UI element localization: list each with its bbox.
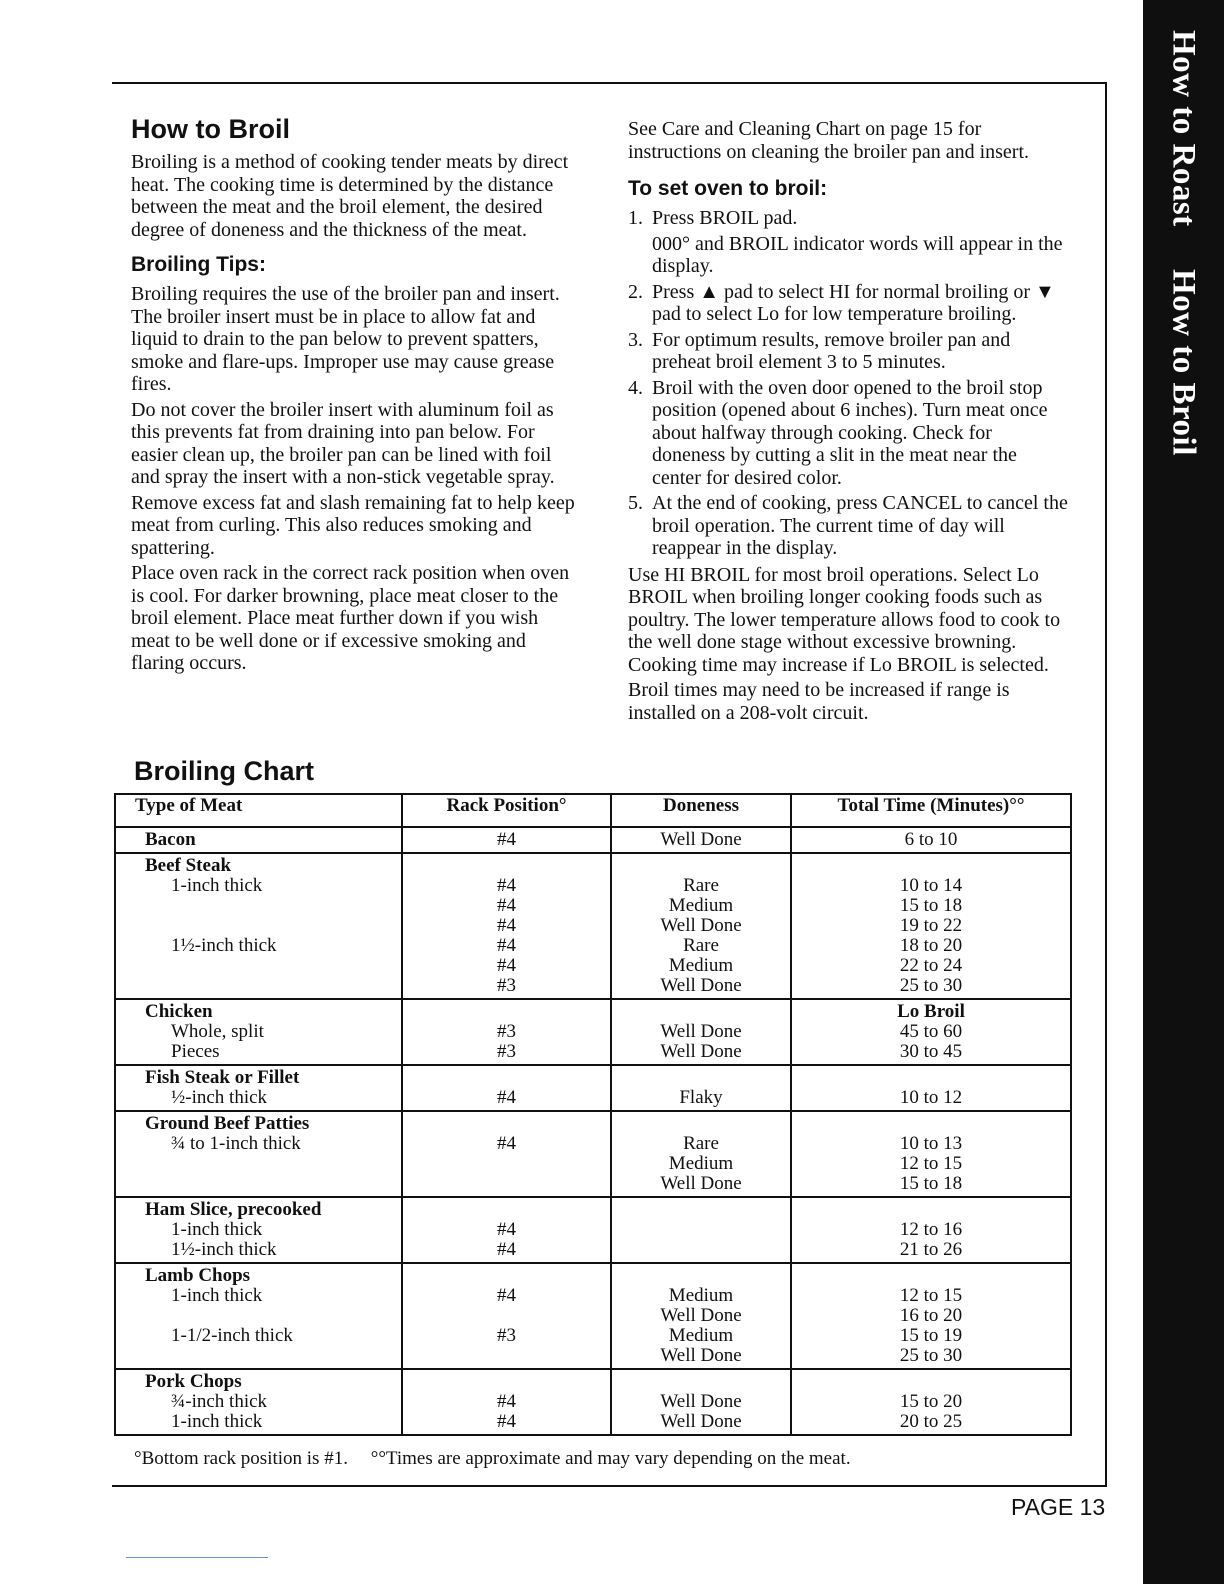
- meat-thickness: [145, 976, 401, 996]
- footnote-rack: °Bottom rack position is #1.: [134, 1448, 348, 1469]
- blank-line: [403, 1200, 610, 1220]
- header-type-of-meat: Type of Meat: [115, 794, 402, 827]
- cell-total-time: [791, 1197, 1071, 1263]
- meat-thickness: 1-inch thick: [171, 1411, 263, 1432]
- doneness-value: [612, 1240, 790, 1260]
- blank-line: [792, 1266, 1070, 1286]
- time-value: 22 to 24: [899, 955, 963, 976]
- voltage-note: Broil times may need to be increased if range is installed on a 208-volt circuit.: [628, 679, 1010, 724]
- cell-rack-position: [402, 1263, 611, 1369]
- doneness-value: Medium: [668, 1285, 734, 1306]
- time-value: 15 to 19: [899, 1325, 963, 1346]
- hi-lo-note: Use HI BROIL for most broil operations. Select Lo BROIL when broiling longer cooking foods such as poultry. The lower temperature allows food to cook to the well done stage without excessive browning. Cooking time may increase if Lo BROIL is selected.: [628, 563, 1061, 676]
- rack-value: #4: [497, 935, 516, 956]
- intro-paragraph: Broiling is a method of cooking tender meats by direct heat. The cooking time is determined by the distance between the meat and the broil element, the desired degree of doneness and the thickness of the meat.: [131, 151, 569, 241]
- footnotes: [134, 1448, 869, 1470]
- time-value: 15 to 18: [899, 1173, 963, 1194]
- cell-type-of-meat: [115, 1369, 402, 1435]
- doneness-value: Flaky: [679, 1087, 723, 1108]
- cell-rack-position: [402, 1111, 611, 1197]
- header-rack-position: Rack Position°: [402, 794, 611, 827]
- rack-value: #4: [497, 1087, 516, 1108]
- steps-list: [628, 207, 1070, 560]
- rack-value: #4: [497, 1391, 516, 1412]
- meat-thickness: ¾ to 1-inch thick: [171, 1133, 301, 1154]
- meat-thickness: 1-inch thick: [171, 1219, 263, 1240]
- cell-type-of-meat: [115, 1065, 402, 1111]
- care-note: See Care and Cleaning Chart on page 15 for instructions on cleaning the broiler pan and insert.: [628, 118, 1030, 163]
- meat-thickness: [145, 916, 401, 936]
- step-item: 5. At the end of cooking, press CANCEL to cancel the broil operation. The current time of day will reappear in the display.: [628, 492, 1068, 559]
- cell-doneness: [611, 853, 791, 999]
- meat-thickness: ½-inch thick: [171, 1087, 268, 1108]
- meat-thickness: [145, 956, 401, 976]
- meat-thickness: 1-1/2-inch thick: [171, 1325, 293, 1346]
- rack-value: #4: [497, 915, 516, 936]
- tip-paragraph: Do not cover the broiler insert with aluminum foil as this prevents fat from draining into pan below. For easier clean up, the broiler pan can be lined with foil and spray the insert with a non-stick vegetable spray.: [131, 398, 555, 488]
- cell-rack-position: [402, 1197, 611, 1263]
- doneness-value: Well Done: [660, 975, 742, 996]
- blank-line: [403, 1266, 610, 1286]
- meat-thickness: Pieces: [171, 1041, 220, 1062]
- cell-type-of-meat: [115, 1197, 402, 1263]
- side-tab-text: [1165, 30, 1202, 456]
- rack-value: #4: [497, 1239, 516, 1260]
- time-value: 21 to 26: [899, 1239, 963, 1260]
- step-item: 3. For optimum results, remove broiler pan and preheat broil element 3 to 5 minutes.: [628, 328, 1011, 373]
- doneness-value: Medium: [668, 955, 734, 976]
- meat-thickness: [145, 1346, 401, 1366]
- meat-thickness: [145, 896, 401, 916]
- rack-value: #4: [497, 1219, 516, 1240]
- side-tab-how-to-broil: How to Broil: [1165, 268, 1202, 456]
- table-row: [115, 1065, 1071, 1111]
- cell-total-time: [791, 999, 1071, 1065]
- doneness-value: Well Done: [660, 1173, 742, 1194]
- right-column: [628, 118, 1070, 727]
- cell-doneness: [611, 1369, 791, 1435]
- meat-name: Lamb Chops: [145, 1265, 251, 1286]
- meat-thickness: 1-inch thick: [171, 875, 263, 896]
- doneness-value: Well Done: [660, 1041, 742, 1062]
- doneness-value: Well Done: [660, 1391, 742, 1412]
- rack-value: [403, 1174, 610, 1194]
- blank-line: [612, 1372, 790, 1392]
- rack-value: [403, 1306, 610, 1326]
- time-value: 19 to 22: [899, 915, 963, 936]
- doneness-value: Rare: [683, 875, 719, 896]
- table-body: [115, 827, 1071, 1435]
- table-row: [115, 853, 1071, 999]
- cell-doneness: [611, 1065, 791, 1111]
- time-value: 45 to 60: [899, 1021, 963, 1042]
- blank-line: [792, 1372, 1070, 1392]
- tip-paragraph: Remove excess fat and slash remaining fat to help keep meat from curling. This also reduces smoking and spattering.: [131, 491, 575, 559]
- meat-name: Chicken: [145, 1001, 213, 1022]
- meat-name: Fish Steak or Fillet: [145, 1067, 300, 1088]
- table-header-row: [115, 794, 1071, 827]
- blank-line: [612, 1200, 790, 1220]
- blank-line: [792, 1068, 1070, 1088]
- blank-line: [612, 856, 790, 876]
- lo-broil-label: Lo Broil: [897, 1001, 965, 1022]
- rack-value: #4: [497, 1285, 516, 1306]
- blank-line: [792, 1114, 1070, 1134]
- cell-doneness: [611, 1111, 791, 1197]
- table-row: [115, 1263, 1071, 1369]
- cell-type-of-meat: [115, 1263, 402, 1369]
- rack-value: [403, 1154, 610, 1174]
- meat-thickness: [145, 1174, 401, 1194]
- doneness-value: Medium: [668, 1325, 734, 1346]
- table-row: [115, 1197, 1071, 1263]
- step-item: 1. Press BROIL pad. 000° and BROIL indicator words will appear in the display.: [628, 207, 1063, 277]
- doneness-value: Rare: [683, 1133, 719, 1154]
- meat-thickness: 1½-inch thick: [171, 935, 277, 956]
- side-tab-how-to-roast: How to Roast: [1165, 30, 1202, 227]
- time-value: 18 to 20: [899, 935, 963, 956]
- time-value: 16 to 20: [899, 1305, 963, 1326]
- table-row: [115, 1369, 1071, 1435]
- cell-total-time: [791, 1263, 1071, 1369]
- bottom-rule: [112, 1485, 1106, 1487]
- doneness-value: Well Done: [660, 1305, 742, 1326]
- blank-line: [403, 1114, 610, 1134]
- blank-line: [403, 1372, 610, 1392]
- table-row: [115, 827, 1071, 853]
- table-row: [115, 1111, 1071, 1197]
- meat-thickness: [145, 1306, 401, 1326]
- top-rule: [112, 82, 1106, 84]
- tips-title: Broiling Tips:: [131, 253, 266, 276]
- cell-rack-position: [402, 999, 611, 1065]
- meat-name: Beef Steak: [145, 855, 232, 876]
- rack-value: [403, 1346, 610, 1366]
- cell-total-time: [791, 1065, 1071, 1111]
- blank-line: [403, 856, 610, 876]
- table-row: [115, 999, 1071, 1065]
- doneness-value: Well Done: [660, 915, 742, 936]
- meat-thickness: [145, 1154, 401, 1174]
- cell-rack-position: [402, 1369, 611, 1435]
- time-value: 30 to 45: [899, 1041, 963, 1062]
- time-value: 12 to 16: [899, 1219, 963, 1240]
- doneness-value: Rare: [683, 935, 719, 956]
- cell-total-time: [791, 827, 1071, 853]
- cell-total-time: [791, 1369, 1071, 1435]
- meat-thickness: 1½-inch thick: [171, 1239, 277, 1260]
- blank-line: [612, 1114, 790, 1134]
- time-value: 12 to 15: [899, 1153, 963, 1174]
- meat-name: Pork Chops: [145, 1371, 242, 1392]
- doneness-value: Well Done: [660, 829, 742, 850]
- meat-name: Ham Slice, precooked: [145, 1199, 322, 1220]
- rack-value: #4: [497, 1411, 516, 1432]
- time-value: 25 to 30: [899, 1345, 963, 1366]
- cell-type-of-meat: [115, 1111, 402, 1197]
- rack-value: #3: [497, 975, 516, 996]
- rack-value: #3: [497, 1021, 516, 1042]
- doneness-value: [612, 1220, 790, 1240]
- cell-type-of-meat: [115, 853, 402, 999]
- step-item: 4. Broil with the oven door opened to the broil stop position (opened about 6 inches). Turn meat once about halfway through cooking. Check for doneness by cutting a slit in the meat near the center for desired color.: [628, 376, 1048, 489]
- cell-type-of-meat: [115, 999, 402, 1065]
- doneness-value: Medium: [668, 895, 734, 916]
- tip-paragraph: Place oven rack in the correct rack position when oven is cool. For darker browning, place meat closer to the broil element. Place meat further down if you wish meat to be well done or if excessive smoking and flaring occurs.: [131, 562, 570, 674]
- cell-doneness: [611, 1263, 791, 1369]
- set-oven-title: To set oven to broil:: [628, 177, 828, 200]
- chart-title: Broiling Chart: [134, 756, 314, 786]
- page-number: PAGE 13: [1011, 1494, 1106, 1520]
- meat-name: Bacon: [145, 829, 196, 850]
- cell-type-of-meat: [115, 827, 402, 853]
- cell-doneness: [611, 827, 791, 853]
- left-column: [131, 114, 581, 678]
- doneness-value: Well Done: [660, 1411, 742, 1432]
- meat-thickness: ¾-inch thick: [171, 1391, 268, 1412]
- cell-doneness: [611, 999, 791, 1065]
- rack-value: #3: [497, 1325, 516, 1346]
- cell-total-time: [791, 1111, 1071, 1197]
- blank-line: [612, 1068, 790, 1088]
- tip-paragraph: Broiling requires the use of the broiler pan and insert. The broiler insert must be in place to allow fat and liquid to drain to the pan below to prevent spatters, smoke and flare-ups. Improper use may cause grease fires.: [131, 283, 560, 395]
- footnote-times: °°Times are approximate and may vary depending on the meat.: [370, 1448, 851, 1469]
- time-value: 12 to 15: [899, 1285, 963, 1306]
- blank-line: [792, 1200, 1070, 1220]
- time-value: 10 to 13: [899, 1133, 963, 1154]
- time-value: 10 to 14: [899, 875, 963, 896]
- time-value: 10 to 12: [899, 1087, 963, 1108]
- time-value: 6 to 10: [904, 829, 958, 850]
- time-value: 15 to 18: [899, 895, 963, 916]
- blank-line: [792, 856, 1070, 876]
- time-value: 25 to 30: [899, 975, 963, 996]
- cell-rack-position: [402, 853, 611, 999]
- header-doneness: Doneness: [611, 794, 791, 827]
- header-total-time: Total Time (Minutes)°°: [791, 794, 1071, 827]
- meat-thickness: 1-inch thick: [171, 1285, 263, 1306]
- rack-value: #4: [497, 875, 516, 896]
- meat-thickness: Whole, split: [171, 1021, 264, 1042]
- blank-line: [403, 1068, 610, 1088]
- cell-doneness: [611, 1197, 791, 1263]
- doneness-value: Medium: [668, 1153, 734, 1174]
- rack-value: #4: [497, 1133, 516, 1154]
- doneness-value: Well Done: [660, 1021, 742, 1042]
- broiling-chart-table: [114, 793, 1072, 1436]
- cell-total-time: [791, 853, 1071, 999]
- cell-rack-position: [402, 827, 611, 853]
- time-value: 20 to 25: [899, 1411, 963, 1432]
- right-rule: [1105, 82, 1107, 1487]
- doneness-value: Well Done: [660, 1345, 742, 1366]
- meat-name: Ground Beef Patties: [145, 1113, 310, 1134]
- scan-artifact-line: [126, 1557, 268, 1558]
- rack-value: #3: [497, 1041, 516, 1062]
- rack-value: #4: [497, 829, 516, 850]
- blank-line: [403, 1002, 610, 1022]
- section-title: How to Broil: [131, 114, 290, 144]
- blank-line: [612, 1002, 790, 1022]
- rack-value: #4: [497, 895, 516, 916]
- rack-value: #4: [497, 955, 516, 976]
- step-item: 2. Press ▲ pad to select HI for normal broiling or ▼ pad to select Lo for low temperature broiling.: [628, 280, 1055, 325]
- time-value: 15 to 20: [899, 1391, 963, 1412]
- cell-rack-position: [402, 1065, 611, 1111]
- blank-line: [612, 1266, 790, 1286]
